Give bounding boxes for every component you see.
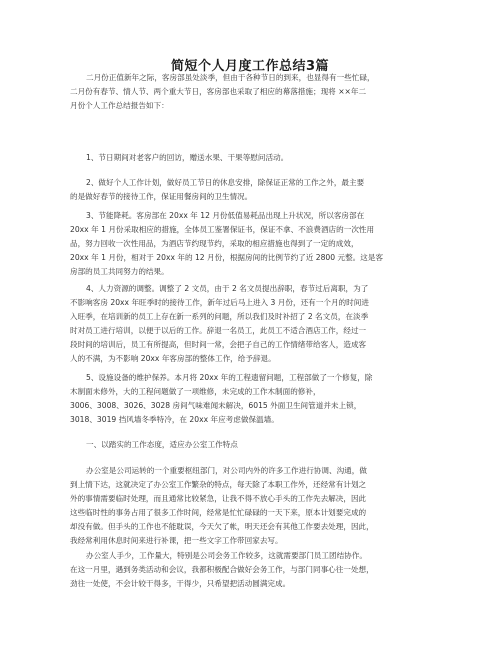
item-3-paragraph [70,209,436,279]
text-line: 一、以踏实的工作态度，适应办公室工作特点 [86,440,238,449]
text-line: 到上情下达，这就决定了办公室工作繁杂的特点，每天除了本职工作外，还经常有计划之 [70,480,367,489]
text-line: 办公室人手少，工作量大，特别是公司会务工作较多，这就需要部门员工团结协作。 [86,551,367,560]
text-line: 不影响客房 20xx 年旺季时的接待工作，新年过后马上进入 3 月份，还有一个月的时间进 [70,298,369,307]
document-title: 简短个人月度工作总结3篇 [170,59,330,74]
text-line: 段时间的培训后，员工有所提高，但时间一常，会把子自己的工作情绪带给客人，造成客 [70,340,367,349]
text-line: 房部的员工共同努力的结果。 [70,267,169,276]
text-line: 我经常利用休息时间来进行补课，把一些文字工作带回家去写。 [70,536,283,545]
text-line: 劲往一处使，不会计较干得多，干得少，只希望把活动圆满完成。 [70,579,291,588]
section-heading [70,438,436,452]
text-line: 时对员工进行培训，以便于以后的工作。辞退一名员工，此员工不适合酒店工作，经过一 [70,326,367,335]
item-4-paragraph [70,282,436,366]
text-line: 1、节日期间对老客户的回访，赠送水果、干果等慰问活动。 [86,153,289,162]
text-line: 3、节能降耗。客房部在 20xx 年 12 月份低值易耗品出现上升状况，所以客房部在 [86,211,365,220]
text-line: 在这一月里，遇到务类活动和会议，我都积极配合做好会务工作，与部门同事心往一处想， [70,565,374,574]
text-line: 20xx 年 1 月份采取相应的措施，全体员工鉴署保证书，保证不拿、不浪费酒店的一次性用 [70,225,375,234]
text-line: 5、设施设备的维护保养。本月将 20xx 年的工程遗留问题，工程部做了一个修复，除 [86,373,373,382]
text-line: 月份个人工作总结报告如下： [70,101,169,110]
text-line: 4、人力资源的调整。调整了 2 文员，由于 2 名文员提出辞职，春节过后离职，为了 [86,284,369,293]
intro-paragraph [70,71,436,113]
item-1-paragraph [70,151,436,165]
text-line: 入旺季，在培训新的员工上存在新一系列的问题，所以我们及时补招了 2 名文员，在淡季 [70,312,369,321]
body-paragraph-2 [70,549,436,591]
text-line: 的是做好春节的接待工作，保证用餐房间的卫生情况。 [70,192,253,201]
text-line: 品，努力回收一次性用品，为酒店节约现节约，采取的相应措施也得到了一定的成效， [70,239,359,248]
text-line: 人的不满，为不影响 20xx 年客房部的整体工作，给予辞退。 [70,354,276,363]
text-line: 办公室是公司运转的一个重要枢纽部门，对公司内外的许多工作进行协调、沟通，做 [86,466,367,475]
item-2-paragraph [70,176,436,204]
text-line: 却没有做。但手头的工作也不能耽误，今天欠了帐，明天还会有其他工作要去处理，因此， [70,522,374,531]
text-line: 20xx 年 1 月份，相对于 20xx 年的 12 月份，根据房间的比例节约了近 2800 元整。这是客 [70,253,384,262]
text-line: 这些临时性的事务占用了很多工作时间，经常是忙忙碌碌的一天下来，原本计划要完成的 [70,508,367,517]
text-line: 二月份有春节、情人节、两个重大节日，客房部也采取了相应的幕落措施；现将 ××年二 [70,87,367,96]
item-5-paragraph [70,371,436,427]
text-line: 二月份正值新年之际，客房部虽处淡季，但由于各种节日的到来，也显得有一些忙碌， [86,73,375,82]
text-line: 3006、3008、3026、3028 房间气味难闻未解决，6015 外面卫生间管道并未上锁， [70,401,362,410]
text-line: 外的事情需要临时处理，而且通常比较紧急，让我不得不放心手头的工作先去解决，因此 [70,494,367,503]
text-line: 2、做好个人工作计划，做好员工节日的休息安排，除保证正常的工作之外，最主要 [86,178,365,187]
body-paragraph-1 [70,464,436,548]
text-line: 3018、3019 挡风墙冬季特冷，在 20xx 年应考虑做保温墙。 [70,415,279,424]
text-line: 木制面未修外，大的工程问题做了一项维修，未完成的工作木制面的修补， [70,387,321,396]
